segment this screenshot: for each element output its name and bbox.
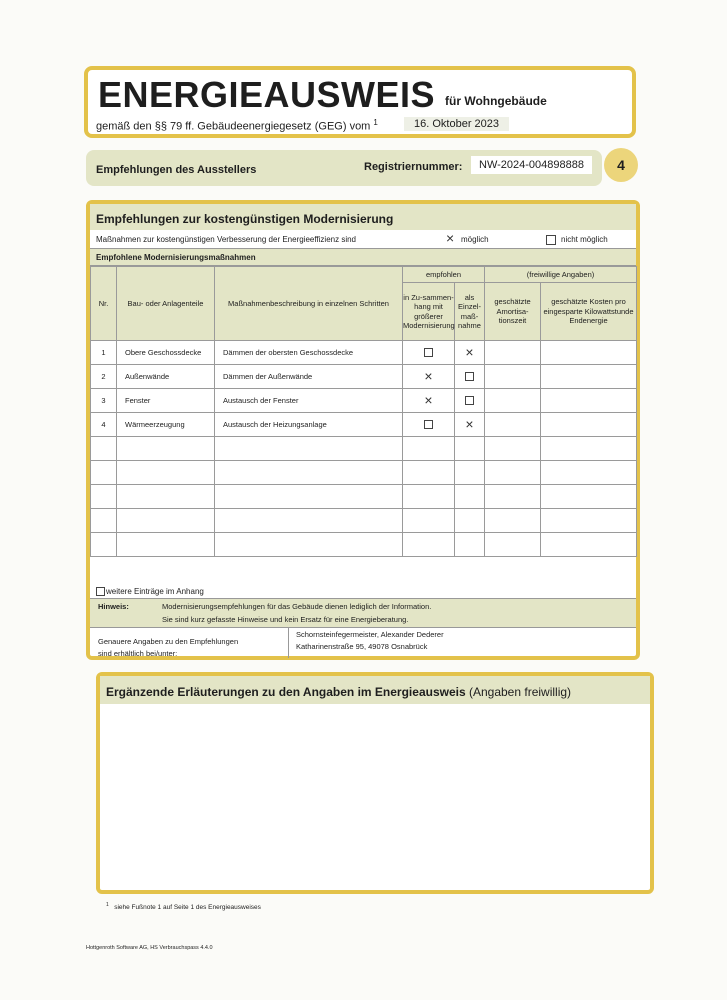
section-title: Empfehlungen zur kostengünstigen Modernisierung — [90, 204, 636, 230]
row-nr: 2 — [91, 365, 117, 389]
in-context-checkbox[interactable] — [403, 413, 455, 437]
measures-text: Maßnahmen zur kostengünstigen Verbesserung der Energieeffizienz sind — [96, 235, 357, 244]
table-row — [91, 413, 637, 437]
note-row — [90, 599, 636, 628]
footnote-text: siehe Fußnote 1 auf Seite 1 des Energieausweises — [114, 904, 261, 912]
individual-checkbox[interactable] — [455, 365, 485, 389]
in-context-checkbox[interactable] — [403, 341, 455, 365]
col-amortisation: geschätzte Amortisa-tionszeit — [485, 283, 541, 341]
supplementary-section — [96, 672, 654, 894]
col-component: Bau- oder Anlagenteile — [117, 267, 215, 341]
law-reference — [96, 118, 378, 133]
contact-line-2: Katharinenstraße 95, 49078 Osnabrück — [296, 642, 428, 651]
empty-row — [91, 437, 637, 461]
registration-label: Registriernummer: — [364, 161, 463, 173]
col-nr: Nr. — [91, 267, 117, 341]
header-bar — [86, 150, 602, 186]
table-body — [91, 341, 637, 557]
empty-row — [91, 461, 637, 485]
unchecked-box — [424, 420, 433, 429]
individual-checkbox[interactable] — [455, 389, 485, 413]
col-individual: als Einzel-maß-nahme — [455, 283, 485, 341]
col-in-context: in Zu-sammen-hang mit größerer Modernisierung — [403, 283, 455, 341]
empty-row — [91, 509, 637, 533]
table-row — [91, 341, 637, 365]
contact-line-1: Schornsteinfegermeister, Alexander Dederer — [296, 630, 444, 639]
details-line-1: Genauere Angaben zu den Empfehlungen — [98, 637, 239, 646]
more-entries-row — [90, 584, 636, 599]
checked-mark: × — [424, 367, 433, 384]
in-context-checkbox[interactable] — [403, 365, 455, 389]
recommendations-section — [86, 200, 640, 660]
subtitle: für Wohngebäude — [445, 94, 547, 108]
row-description: Austausch der Heizungsanlage — [215, 413, 403, 437]
page-title: ENERGIEAUSWEIS — [98, 74, 436, 115]
in-context-checkbox[interactable] — [403, 389, 455, 413]
col-recommended: empfohlen — [403, 267, 485, 283]
title-box — [84, 66, 636, 138]
note-line-2: Sie sind kurz gefasste Hinweise und kein Ersatz für eine Energieberatung. — [162, 615, 409, 624]
col-description: Maßnahmenbeschreibung in einzelnen Schritten — [215, 267, 403, 341]
details-line-2: sind erhältlich bei/unter: — [98, 649, 178, 658]
unchecked-box — [424, 348, 433, 357]
not-possible-checkbox[interactable] — [546, 235, 556, 245]
col-optional: (freiwillige Angaben) — [485, 267, 637, 283]
recommended-header: Empfohlene Modernisierungsmaßnahmen — [96, 253, 256, 262]
section-label: Empfehlungen des Ausstellers — [96, 164, 257, 176]
row-nr: 3 — [91, 389, 117, 413]
row-description: Dämmen der Außenwände — [215, 365, 403, 389]
not-possible-label: nicht möglich — [561, 235, 608, 244]
section2-optional: (Angaben freiwillig) — [468, 685, 572, 699]
table-row — [91, 389, 637, 413]
registration-number: NW-2024-004898888 — [471, 156, 592, 174]
individual-checkbox[interactable] — [455, 341, 485, 365]
details-row — [90, 628, 636, 658]
section2-title: Ergänzende Erläuterungen zu den Angaben im Energieausweis — [106, 685, 466, 699]
measures-row — [90, 230, 636, 249]
empty-row — [91, 485, 637, 509]
law-text: gemäß den §§ 79 ff. Gebäudeenergiegesetz (GEG) vom — [96, 120, 371, 133]
empty-row — [91, 533, 637, 557]
row-description: Dämmen der obersten Geschossdecke — [215, 341, 403, 365]
recommendations-table — [90, 266, 637, 557]
row-component: Fenster — [117, 389, 215, 413]
law-footnote-mark: 1 — [373, 118, 378, 127]
col-costs: geschätzte Kosten pro eingesparte Kilowattstunde Endenergie — [541, 283, 637, 341]
unchecked-box — [465, 396, 474, 405]
note-line-1: Modernisierungsempfehlungen für das Gebäude dienen lediglich der Information. — [162, 602, 432, 611]
more-entries-label: weitere Einträge im Anhang — [106, 587, 204, 596]
more-entries-checkbox[interactable] — [96, 587, 105, 596]
checked-mark: × — [424, 391, 433, 408]
row-component: Obere Geschossdecke — [117, 341, 215, 365]
row-description: Austausch der Fenster — [215, 389, 403, 413]
footnote — [106, 902, 261, 911]
row-nr: 4 — [91, 413, 117, 437]
software-credit: Hottgenroth Software AG, HS Verbrauchspass 4.4.0 — [86, 945, 213, 951]
row-component: Außenwände — [117, 365, 215, 389]
possible-label: möglich — [461, 235, 489, 244]
individual-checkbox[interactable] — [455, 413, 485, 437]
law-date: 16. Oktober 2023 — [404, 117, 509, 131]
row-component: Wärmeerzeugung — [117, 413, 215, 437]
note-label: Hinweis: — [98, 602, 129, 611]
section-title — [100, 676, 650, 704]
table-row — [91, 365, 637, 389]
divider — [288, 628, 289, 658]
page-number-badge: 4 — [604, 148, 638, 182]
footnote-mark: 1 — [106, 902, 109, 908]
recommended-header-row — [90, 249, 636, 266]
checked-mark: × — [465, 343, 474, 360]
checked-mark: × — [465, 415, 474, 432]
row-nr: 1 — [91, 341, 117, 365]
possible-checkbox-checked[interactable]: × — [446, 230, 455, 246]
unchecked-box — [465, 372, 474, 381]
